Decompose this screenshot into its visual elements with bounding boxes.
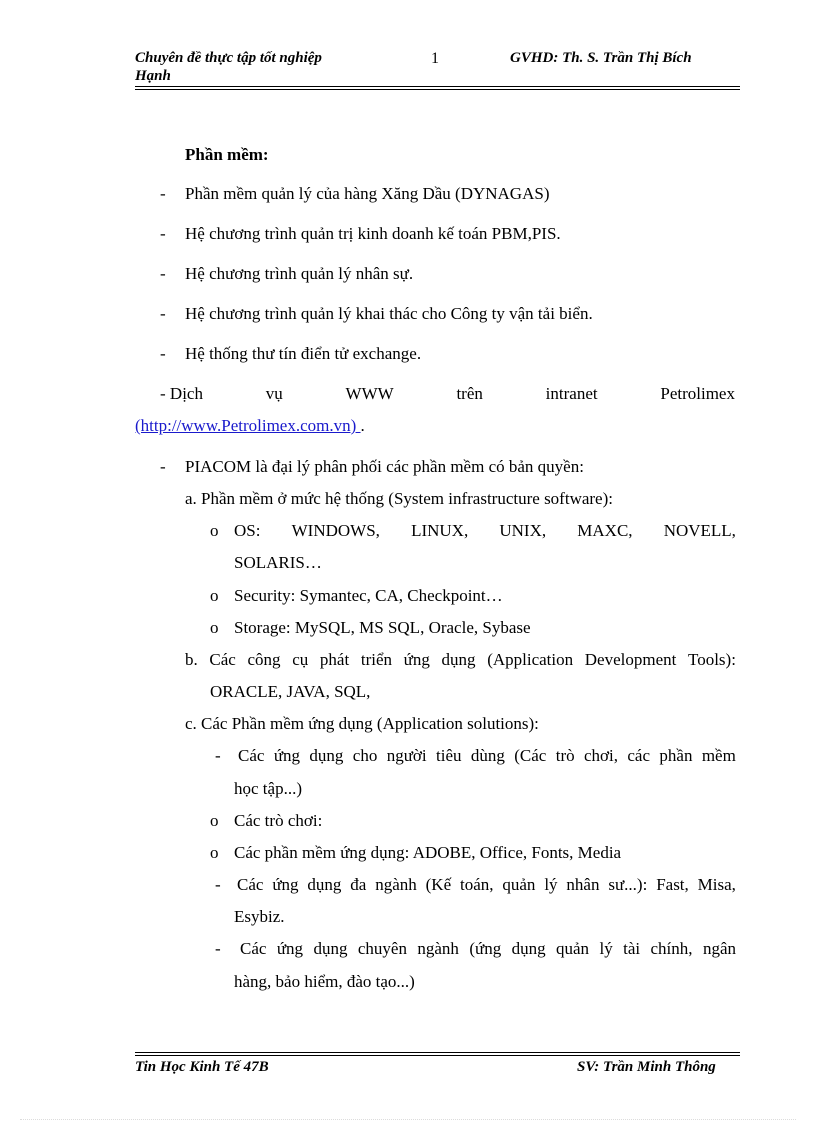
page-bottom-edge (20, 1119, 796, 1120)
word: dụng (307, 875, 342, 894)
bullet-dash: - (160, 304, 166, 323)
multi-industry-apps-continued: Esybiz. (234, 907, 285, 926)
www-service-line (160, 384, 735, 404)
header-course-title: Chuyên đề thực tập tốt nghiệp (135, 50, 322, 66)
header-advisor: GVHD: Th. S. Trần Thị Bích (510, 50, 692, 66)
word: Các (238, 746, 265, 765)
circle-bullet: o (210, 618, 219, 637)
security-line: Security: Symantec, CA, Checkpoint… (234, 586, 503, 605)
period: . (360, 416, 365, 435)
bullet-dash: - (215, 746, 221, 765)
word: (Application (487, 650, 574, 669)
list-item-text: Hệ thống thư tín điển tử exchange. (185, 344, 422, 363)
word: UNIX, (499, 521, 547, 540)
word: dụng (313, 939, 348, 958)
word: nhân (566, 875, 600, 894)
word: Misa, (697, 875, 736, 894)
word: Các (240, 939, 267, 958)
subsection-a-title: a. Phần mềm ở mức hệ thống (System infrastructure software): (185, 489, 613, 508)
word: Các (209, 650, 236, 669)
bullet-dash: - (160, 264, 166, 283)
word: phát (319, 650, 350, 669)
word: toán, (459, 875, 494, 894)
word: cụ (292, 650, 309, 669)
word: b. (185, 650, 198, 669)
word: ứng (273, 746, 301, 765)
word: - Dịch (160, 384, 203, 403)
circle-bullet: o (210, 811, 219, 830)
word: lý (544, 875, 558, 894)
word: chính, (650, 939, 693, 958)
bullet-dash: - (215, 939, 221, 958)
word: Fast, (656, 875, 689, 894)
header-course-title-continued: Hạnh (135, 68, 171, 84)
word: Các (237, 875, 264, 894)
list-item-text: Hệ chương trình quản lý nhân sự. (185, 264, 414, 283)
bullet-dash: - (215, 875, 221, 894)
bullet-dash: - (160, 184, 166, 203)
apps-line: Các phần mềm ứng dụng: ADOBE, Office, Fonts, Media (234, 843, 622, 862)
footer-rule-top (135, 1052, 740, 1053)
os-line (234, 521, 736, 541)
word: quản (502, 875, 536, 894)
header-rule-top (135, 86, 740, 87)
word: công (247, 650, 281, 669)
page-number: 1 (431, 50, 439, 67)
word: WWW (345, 384, 394, 403)
word: cho (352, 746, 378, 765)
subsection-c-title: c. Các Phần mềm ứng dụng (Application solutions): (185, 714, 539, 733)
specialized-apps-continued: hàng, bảo hiểm, đào tạo...) (234, 972, 415, 991)
consumer-apps-continued: học tập...) (234, 779, 302, 798)
storage-line: Storage: MySQL, MS SQL, Oracle, Sybase (234, 618, 531, 637)
word: MAXC, (577, 521, 633, 540)
bullet-dash: - (160, 344, 166, 363)
word: người (386, 746, 427, 765)
circle-bullet: o (210, 586, 219, 605)
circle-bullet: o (210, 843, 219, 862)
word: ứng (276, 939, 304, 958)
word: sư...): (608, 875, 648, 894)
petrolimex-link[interactable]: (http://www.Petrolimex.com.vn) (135, 416, 361, 435)
word: vụ (265, 384, 283, 403)
word: (Kế (425, 875, 452, 894)
header-rule-bottom (135, 89, 740, 90)
word: trên (456, 384, 483, 403)
list-item-text: Hệ chương trình quản lý khai thác cho Công ty vận tải biển. (185, 304, 593, 323)
word: tiêu (436, 746, 462, 765)
os-line-continued: SOLARIS… (234, 553, 322, 572)
section-heading: Phần mềm: (185, 145, 269, 164)
www-link-line (135, 416, 365, 436)
word: các (627, 746, 651, 765)
word: dụng (441, 650, 476, 669)
word: tài (623, 939, 641, 958)
bullet-dash: - (160, 457, 166, 476)
word: phần (659, 746, 693, 765)
multi-industry-apps-line (237, 875, 736, 895)
list-item-text: Phần mềm quản lý của hàng Xăng Dầu (DYNAGAS) (185, 184, 550, 203)
word: ngành (417, 939, 459, 958)
circle-bullet: o (210, 521, 219, 540)
footer-rule-bottom (135, 1055, 740, 1056)
word: dùng (470, 746, 505, 765)
word: ứng (272, 875, 299, 894)
word: mềm (701, 746, 736, 765)
word: trò (555, 746, 575, 765)
word: WINDOWS, (291, 521, 380, 540)
word: quản (556, 939, 590, 958)
word: NOVELL, (663, 521, 736, 540)
specialized-apps-line (240, 939, 736, 959)
word: Tools): (688, 650, 736, 669)
word: (Các (514, 746, 547, 765)
footer-class: Tin Học Kinh Tế 47B (135, 1059, 269, 1075)
word: chơi, (584, 746, 619, 765)
word: dụng (511, 939, 546, 958)
word: Petrolimex (660, 384, 735, 403)
word: lý (599, 939, 613, 958)
word: triển (360, 650, 392, 669)
subsection-b-continued: ORACLE, JAVA, SQL, (210, 682, 371, 701)
footer-student: SV: Trần Minh Thông (577, 1059, 716, 1075)
word: dụng (309, 746, 344, 765)
word: ngành (375, 875, 417, 894)
word: ngân (702, 939, 736, 958)
consumer-apps-line (238, 746, 736, 766)
word: Development (584, 650, 677, 669)
word: LINUX, (411, 521, 469, 540)
bullet-dash: - (160, 224, 166, 243)
games-line: Các trò chơi: (234, 811, 323, 830)
subsection-b-title (185, 650, 736, 670)
word: chuyên (357, 939, 407, 958)
word: ứng (403, 650, 430, 669)
list-item-text: Hệ chương trình quản trị kinh doanh kế toán PBM,PIS. (185, 224, 561, 243)
word: đa (350, 875, 367, 894)
piacom-text: PIACOM là đại lý phân phối các phần mềm có bản quyền: (185, 457, 584, 476)
word: OS: (234, 521, 261, 540)
word: intranet (545, 384, 598, 403)
word: (ứng (469, 939, 502, 958)
